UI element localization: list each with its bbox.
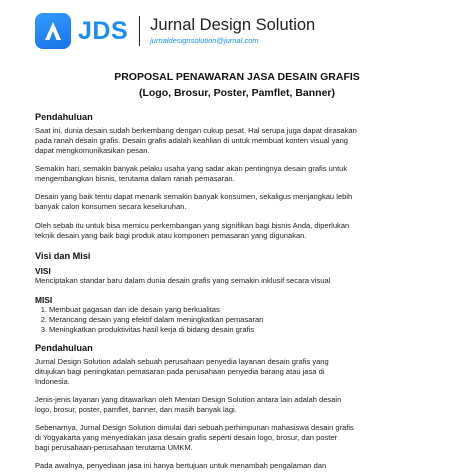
document-subtitle: (Logo, Brosur, Poster, Pamflet, Banner) xyxy=(138,87,336,99)
paragraph xyxy=(35,221,445,241)
list-number: 3. xyxy=(40,325,47,334)
document-title: PROPOSAL PENAWARAN JASA DESAIN GRAFIS xyxy=(114,71,360,83)
list-text: Merancang desain yang efektif dalam meningkatkan pemasaran xyxy=(49,315,264,324)
company-logo xyxy=(35,13,71,49)
company-block xyxy=(150,16,315,47)
company-name: Jurnal Design Solution xyxy=(150,15,316,34)
list-item xyxy=(35,305,263,315)
text-line: Jenis-jenis layanan yang ditawarkan oleh Mentari Design Solution antara lain adalah desain xyxy=(35,395,342,404)
list-number: 1. xyxy=(40,305,47,314)
text-line: Saat ini, dunia desain sudah berkembang dengan cukup pesat. Hal serupa juga dapat dirasakan xyxy=(35,126,357,135)
list-text: Meningkatkan produktivitas hasil kerja di bidang desain grafis xyxy=(49,325,255,334)
section-heading-pendahuluan-2: Pendahuluan xyxy=(35,343,93,353)
paragraph xyxy=(35,395,445,415)
section-heading-pendahuluan: Pendahuluan xyxy=(35,112,93,122)
text-line: Pada awalnya, penyediaan jasa ini hanya bertujuan untuk menambah pengalaman dan xyxy=(35,461,327,470)
text-line: di Yogyakarta yang menyediakan jasa desain grafis seperti desain logo, brosur, dan poster xyxy=(35,433,338,442)
document-header xyxy=(35,13,315,49)
list-item xyxy=(35,315,263,325)
header-divider xyxy=(139,16,140,46)
text-line: ditujukan bagi peningkatan pemasaran pada perusahaan penyedia barang atau jasa di xyxy=(35,367,325,376)
logo-text: JDS xyxy=(78,16,129,45)
paragraph xyxy=(35,164,445,184)
text-line: Indonesia. xyxy=(35,377,70,386)
text-line: Oleh sebab itu untuk bisa memicu perkembangan yang signifikan bagi bisnis Anda, diperlukan xyxy=(35,221,350,230)
list-number: 2. xyxy=(40,315,47,324)
misi-label: MISI xyxy=(35,295,53,305)
visi-text: Menciptakan standar baru dalam dunia desain grafis yang semakin inklusif secara visual xyxy=(35,276,331,285)
text-line: Semakin hari, semakin banyak pelaku usaha yang sadar akan pentingnya desain grafis untuk xyxy=(35,164,348,173)
text-line: banyak calon konsumen secara keseluruhan. xyxy=(35,202,187,211)
company-email[interactable]: jurnaldesignsolution@jurnal.com xyxy=(150,35,259,45)
text-line: Jurnal Design Solution adalah sebuah perusahaan penyedia layanan desain grafis yang xyxy=(35,357,329,366)
paragraph xyxy=(35,461,445,471)
list-item xyxy=(35,325,263,335)
list-text: Membuat gagasan dan ide desain yang berkualitas xyxy=(49,305,220,314)
misi-list xyxy=(35,305,263,335)
text-line: pada ranah desain grafis. Desain grafis adalah keahlian di untuk membuat konten visual yang xyxy=(35,136,348,145)
visi-label: VISI xyxy=(35,266,51,276)
section-heading-visi-misi: Visi dan Misi xyxy=(35,251,91,261)
text-line: dapat mengkomunikasikan pesan. xyxy=(35,146,150,155)
text-line: bagi perusahaan-perusahaan terutama UMKM. xyxy=(35,443,193,452)
logo-a-icon xyxy=(42,20,64,42)
paragraph xyxy=(35,423,445,453)
text-line: Desain yang baik tentu dapat menarik semakin banyak konsumen, sekaligus menjangkau lebih xyxy=(35,192,353,201)
paragraph xyxy=(35,126,445,156)
paragraph xyxy=(35,357,445,387)
text-line: teknik desain yang baik bagi produk atau komponen pemasaran yang digunakan. xyxy=(35,231,307,240)
text-line: Sebenarnya, Jurnal Design Solution dimulai dari sebuah perhimpunan mahasiswa desain grafis xyxy=(35,423,354,432)
text-line: logo, brosur, poster, pamflet, banner, dan masih banyak lagi. xyxy=(35,405,237,414)
paragraph xyxy=(35,192,445,212)
text-line: mengembangkan bisnis, terutama dalam ranah pemasaran. xyxy=(35,174,235,183)
